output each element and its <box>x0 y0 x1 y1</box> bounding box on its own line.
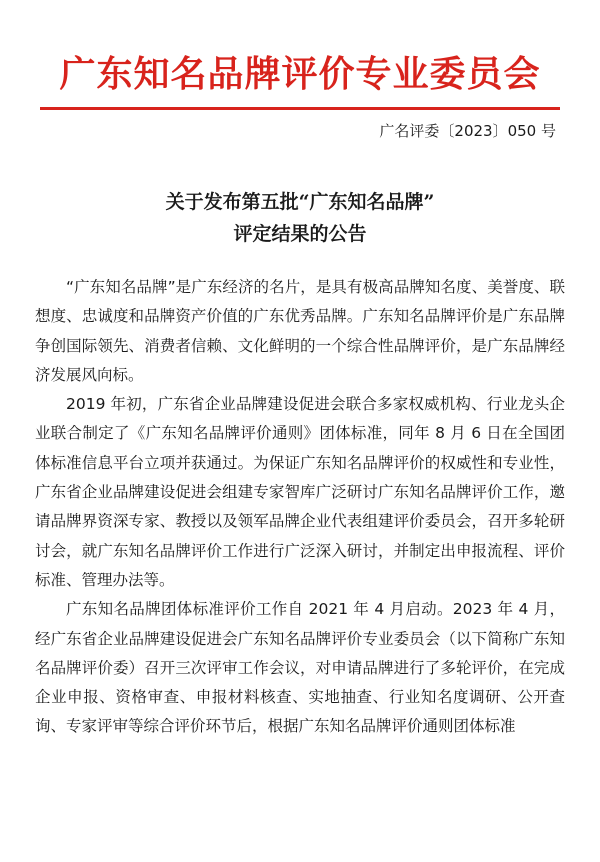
notice-title-line-2: 评定结果的公告 <box>233 223 367 245</box>
header-red-rule <box>40 107 560 110</box>
org-name-header: 广东知名品牌评价专业委员会 <box>59 53 541 95</box>
body-paragraph-2: 2019 年初，广东省企业品牌建设促进会联合多家权威机构、行业龙头企业联合制定了《广东知名品牌评价通则》团体标准，同年 8 月 6 日在全国团体标准信息平台立项并获通过。为保证广东知名品牌评价的权威性和专业性，广东省企业品牌建设促进会组建专家智库广泛研讨广东知名品牌评价工作，邀请品牌界资深专家、教授以及领军品牌企业代表组建评价委员会，召开多轮研讨会，就广东知名品牌评价工作进行广泛深入研讨，并制定出申报流程、评价标准、管理办法等。 <box>35 395 565 589</box>
body-paragraph-3: 广东知名品牌团体标准评价工作自 2021 年 4 月启动。2023 年 4 月，经广东省企业品牌建设促进会广东知名品牌评价专业委员会（以下简称广东知名品牌评价委）召开三次评审工作会议，对申请品牌进行了多轮评价，在完成企业申报、资格审查、申报材料核查、实地抽查、行业知名度调研、公开查询、专家评审等综合评价环节后，根据广东知名品牌评价通则团体标准 <box>35 600 565 736</box>
notice-title <box>0 186 600 250</box>
notice-title-line-1: 关于发布第五批“广东知名品牌” <box>165 191 435 213</box>
document-number: 广名评委〔2023〕050 号 <box>379 122 556 140</box>
notice-body <box>35 273 565 742</box>
body-paragraph-1: “广东知名品牌”是广东经济的名片，是具有极高品牌知名度、美誉度、联想度、忠诚度和品牌资产价值的广东优秀品牌。广东知名品牌评价是广东品牌争创国际领先、消费者信赖、文化鲜明的一个综合性品牌评价，是广东品牌经济发展风向标。 <box>35 278 565 384</box>
